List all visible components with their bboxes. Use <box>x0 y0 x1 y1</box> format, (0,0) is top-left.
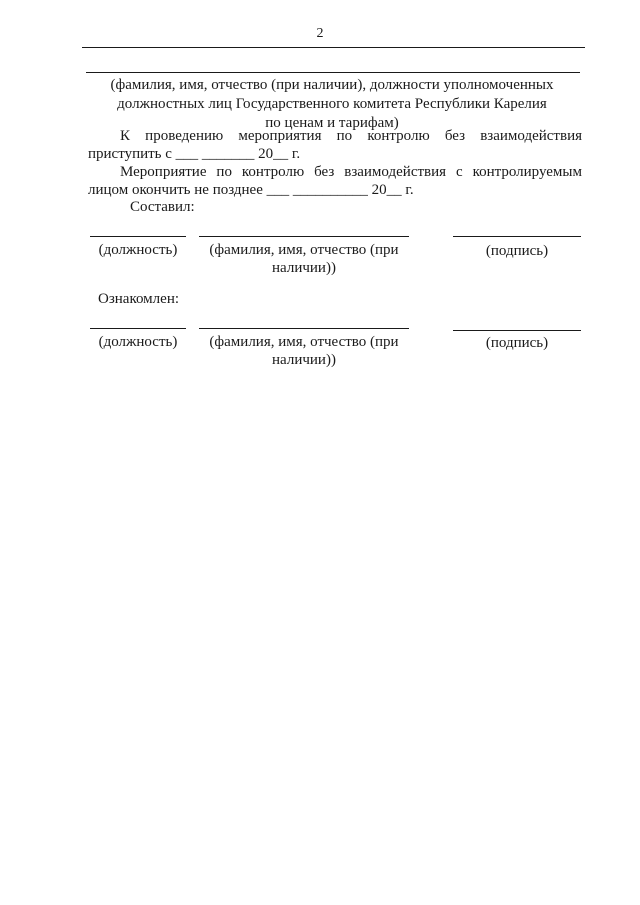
acquainted-signature-caption: (подпись) <box>485 335 549 351</box>
end-paragraph-line-2: лицом окончить не позднее ___ __________ 20__ г. <box>88 182 414 198</box>
acquainted-position-line <box>90 328 186 329</box>
officials-caption-line-3: по ценам и тарифам) <box>265 115 399 131</box>
compiled-name-caption-line-2: наличии)) <box>272 260 336 276</box>
acquainted-name-line <box>199 328 409 329</box>
compiled-name-caption <box>195 241 413 277</box>
acquainted-name-caption <box>195 333 413 369</box>
officials-caption-line-2: должностных лиц Государственного комитета Республики Карелия <box>117 96 547 112</box>
page-number: 2 <box>316 26 324 41</box>
header-rule-fill-line <box>86 72 580 73</box>
start-paragraph-line-2: приступить с ___ _______ 20__ г. <box>88 146 301 162</box>
acquainted-name-caption-line-1: (фамилия, имя, отчество (при <box>209 334 399 350</box>
header-rule-top <box>82 47 585 48</box>
compiled-signature-line <box>453 236 581 237</box>
compiled-position-line <box>90 236 186 237</box>
officials-caption <box>82 76 582 133</box>
acquainted-signature-line <box>453 330 581 331</box>
acquainted-name-caption-line-2: наличии)) <box>272 352 336 368</box>
acquainted-label: Ознакомлен: <box>98 291 180 307</box>
compiled-signature-caption: (подпись) <box>485 243 549 259</box>
start-paragraph-line-1: К проведению мероприятия по контролю без взаимодействия <box>120 128 582 144</box>
end-paragraph-line-1: Мероприятие по контролю без взаимодействия с контролируемым <box>120 164 582 180</box>
acquainted-position-caption: (должность) <box>98 334 178 350</box>
compiled-name-caption-line-1: (фамилия, имя, отчество (при <box>209 242 399 258</box>
compiled-position-caption: (должность) <box>98 242 178 258</box>
compiled-by-label: Составил: <box>130 199 195 215</box>
officials-caption-line-1: (фамилия, имя, отчество (при наличии), должности уполномоченных <box>110 77 554 93</box>
compiled-name-line <box>199 236 409 237</box>
